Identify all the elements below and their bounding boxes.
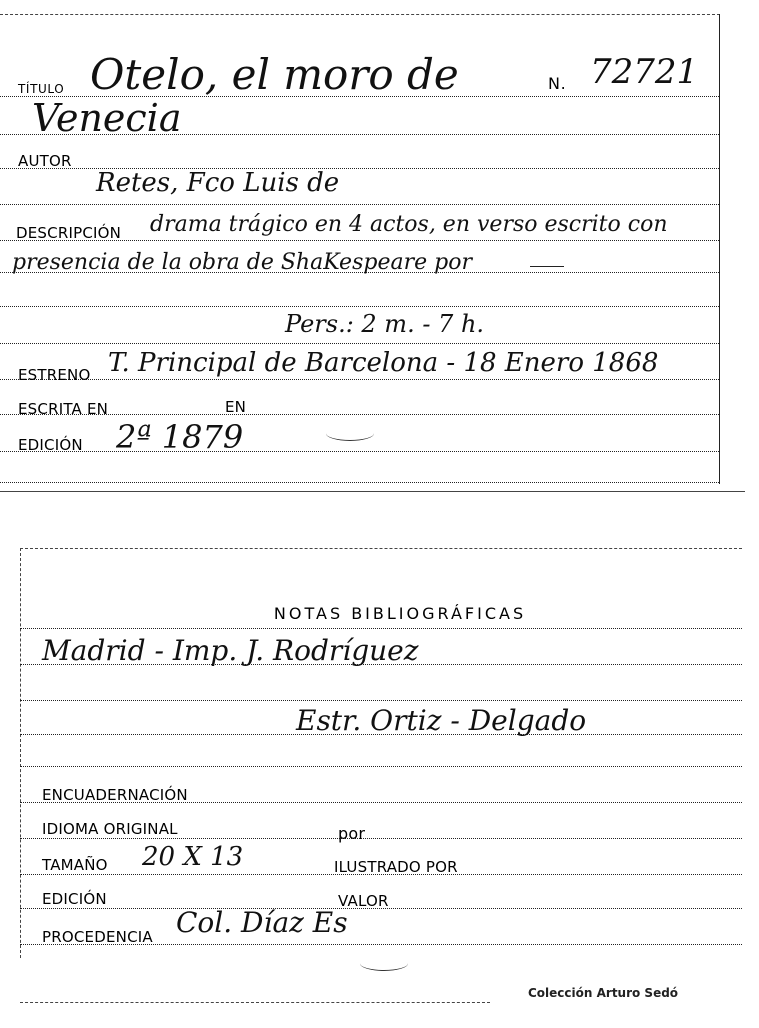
notas-line-2: Estr. Ortiz - Delgado (296, 704, 587, 737)
notas-line-1: Madrid - Imp. J. Rodríguez (42, 634, 419, 667)
ruled-line (0, 451, 719, 452)
idioma-label: IDIOMA ORIGINAL (42, 820, 178, 838)
catalog-card-bottom (0, 540, 759, 1028)
titulo-value: Otelo, el moro de (90, 50, 459, 99)
card-top-edge (20, 548, 742, 549)
ruled-line (0, 379, 719, 380)
estreno-value: T. Principal de Barcelona - 18 Enero 1868 (108, 348, 659, 378)
estreno-label: ESTRENO (18, 366, 91, 384)
autor-label: AUTOR (18, 152, 72, 170)
collection-stamp: Colección Arturo Sedó (528, 986, 679, 1000)
valor-label: VALOR (338, 892, 389, 910)
por-label: por (338, 824, 366, 843)
tamano-value: 20 X 13 (142, 842, 244, 872)
card-right-edge (719, 14, 720, 484)
en-label: EN (225, 398, 247, 416)
encuadernacion-label: ENCUADERNACIÓN (42, 786, 188, 804)
procedencia-label: PROCEDENCIA (42, 928, 153, 946)
tamano-label: TAMAÑO (42, 856, 108, 874)
ruled-line (20, 838, 742, 839)
ruled-line (0, 204, 719, 205)
ruled-line (0, 343, 719, 344)
card-bottom-edge (0, 491, 745, 492)
ruled-line (0, 482, 719, 483)
descripcion-value: drama trágico en 4 actos, en verso escrito con (150, 212, 668, 237)
titulo-label: TÍTULO (18, 82, 65, 96)
numero-label: N. (548, 74, 567, 93)
ruled-line (20, 628, 742, 629)
descripcion-value-continued: presencia de la obra de ShaKespeare por (12, 250, 472, 275)
titulo-value-continued: Venecia (32, 96, 182, 140)
catalog-card-top (0, 0, 759, 500)
personajes-value: Pers.: 2 m. - 7 h. (285, 310, 485, 338)
edicion-value: 2ª 1879 (116, 418, 244, 456)
edicion-label: EDICIÓN (42, 890, 107, 908)
card-top-edge (0, 14, 720, 15)
ruled-line (0, 306, 719, 307)
ink-smudge (326, 426, 374, 441)
descripcion-label: DESCRIPCIÓN (16, 224, 122, 242)
ruled-line (20, 1002, 490, 1003)
edicion-label: EDICIÓN (18, 436, 83, 454)
descripcion-dash (530, 266, 564, 267)
autor-value: Retes, Fco Luis de (96, 168, 340, 198)
ruled-line (20, 766, 742, 767)
procedencia-value: Col. Díaz Es (176, 906, 348, 939)
ilustrado-label: ILUSTRADO POR (334, 858, 458, 876)
escrita-label: ESCRITA EN (18, 400, 109, 418)
notas-title: NOTAS BIBLIOGRÁFICAS (273, 604, 527, 623)
ruled-line (20, 700, 742, 701)
numero-value: 72721 (590, 52, 699, 92)
ink-smudge (360, 956, 408, 971)
